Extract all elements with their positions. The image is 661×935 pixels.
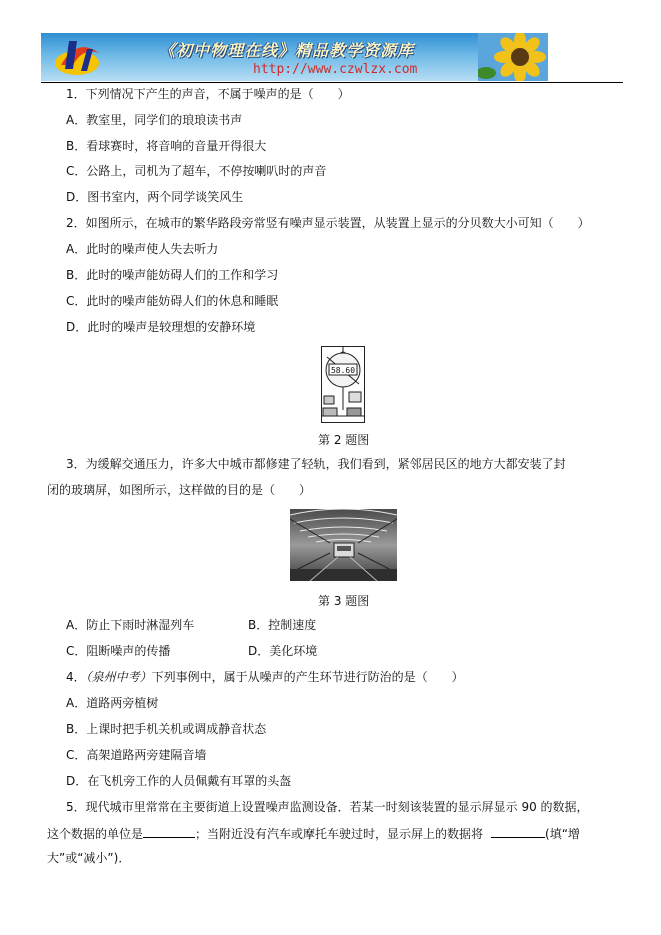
q1-option-a: A．教室里，同学们的琅琅读书声 [66, 113, 243, 127]
q3-stem-line1: 3．为缓解交通压力，许多大中城市都修建了轻轨，我们看到，紧邻居民区的地方大都安装了封 [66, 457, 566, 471]
site-title: 《初中物理在线》精品教学资源库 [159, 41, 415, 60]
q4-option-b: B．上课时把手机关机或调成静音状态 [66, 722, 267, 736]
q4-number: 4． [66, 670, 86, 684]
q3-option-a: A．防止下雨时淋湿列车 [66, 618, 195, 632]
noise-monitor-figure [321, 346, 365, 423]
q5-blank-unit[interactable] [143, 825, 195, 838]
q2-option-a: A．此时的噪声使人失去听力 [66, 242, 219, 256]
q4-option-c: C．高架道路两旁建隔音墙 [66, 748, 207, 762]
q2-figure-caption: 第 2 题图 [318, 433, 370, 447]
site-logo-icon [47, 35, 117, 79]
q4-source: （泉州中考） [85, 670, 152, 684]
q3-option-c: C．阻断噪声的传播 [66, 644, 171, 658]
header-banner [41, 33, 548, 81]
q5-line2-part-b: ；当附近没有汽车或摩托车驶过时，显示屏上的数据将 [195, 827, 484, 841]
q1-option-b: B．看球赛时，将音响的音量开得很大 [66, 139, 267, 153]
q3-figure-caption: 第 3 题图 [318, 594, 370, 608]
q4-stem-text: 下列事例中，属于从噪声的产生环节进行防治的是（ ） [151, 670, 464, 684]
header-rule [41, 82, 623, 83]
site-url[interactable]: http://www.czwlzx.com [253, 62, 418, 77]
q1-option-c: C．公路上，司机为了超车，不停按喇叭时的声音 [66, 164, 327, 178]
q3-option-b: B．控制速度 [248, 618, 317, 632]
q5-line2-part-c: (填“增 [545, 827, 580, 841]
q2-option-c: C．此时的噪声能妨碍人们的休息和睡眠 [66, 294, 279, 308]
q4-stem [66, 670, 464, 685]
q2-option-d: D．此时的噪声是较理想的安静环境 [66, 320, 256, 334]
q4-option-d: D．在飞机旁工作的人员佩戴有耳罩的头盔 [66, 774, 292, 788]
q5-line1: 5．现代城市里常常在主要街道上设置噪声监测设备．若某一时刻该装置的显示屏显示 90 的数据， [66, 800, 589, 814]
q1-stem: 1．下列情况下产生的声音，不属于噪声的是（ ） [66, 87, 350, 101]
q3-stem-line2: 闭的玻璃屏，如图所示，这样做的目的是（ ） [47, 483, 312, 497]
sunflower-icon [478, 33, 548, 81]
q2-stem: 2．如图所示，在城市的繁华路段旁常竖有噪声显示装置，从装置上显示的分贝数大小可知（ ） [66, 216, 590, 230]
q5-line2 [47, 825, 580, 842]
q1-option-d: D．图书室内，两个同学谈笑风生 [66, 190, 244, 204]
q2-option-b: B．此时的噪声能妨碍人们的工作和学习 [66, 268, 279, 282]
q5-line3: 大”或“减小”)． [47, 851, 131, 865]
q5-line2-part-a: 这个数据的单位是 [47, 827, 144, 841]
noise-display-value: 58.60 [330, 366, 356, 375]
q5-blank-change[interactable] [491, 825, 545, 838]
light-rail-barrier-photo [290, 509, 397, 581]
q3-option-d: D．美化环境 [248, 644, 318, 658]
q4-option-a: A．道路两旁植树 [66, 696, 159, 710]
